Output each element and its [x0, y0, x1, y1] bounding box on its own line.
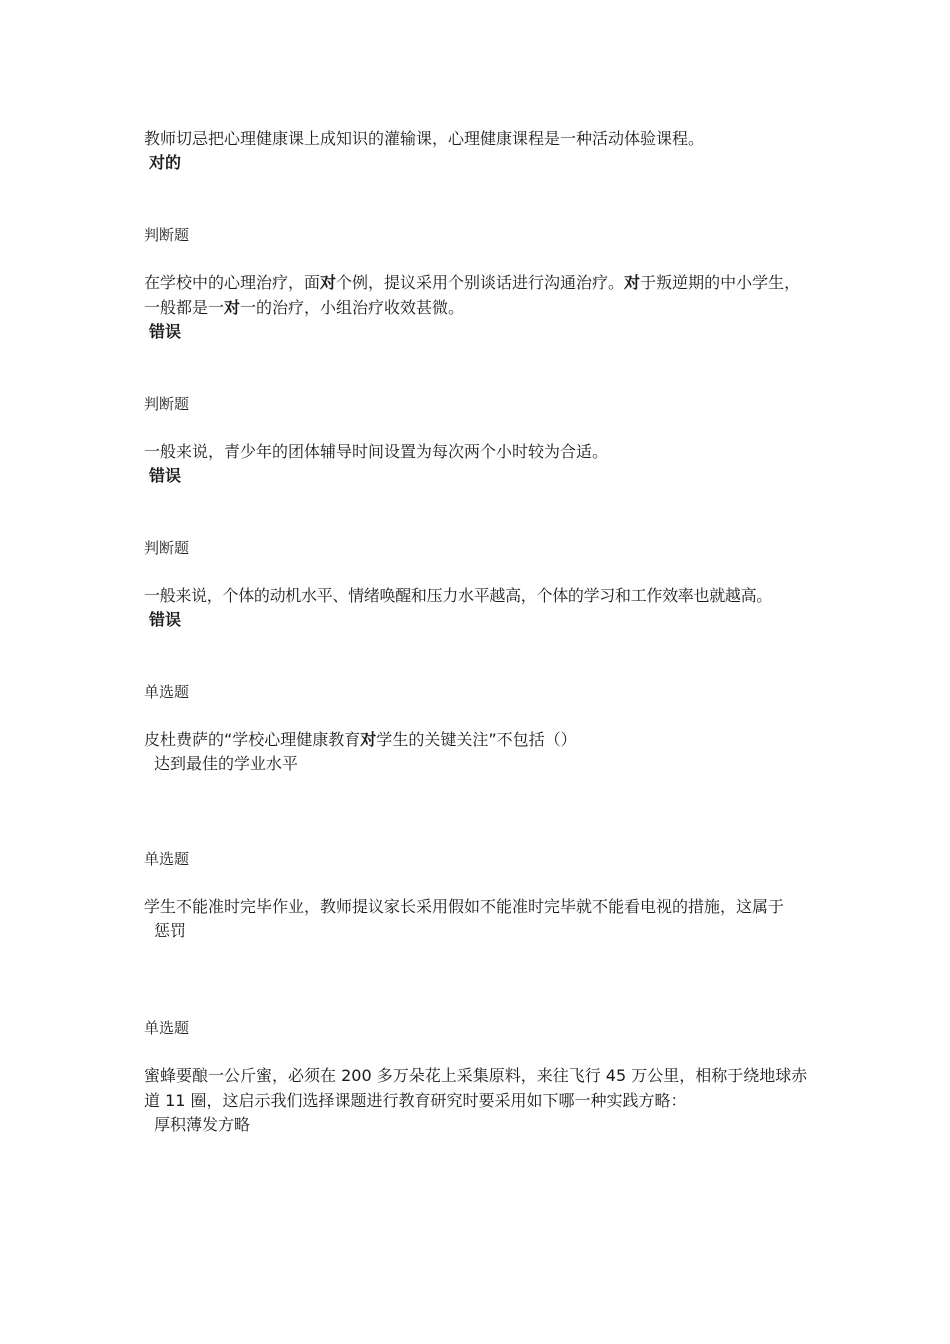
answer-text: 错误 [149, 466, 182, 485]
question-stem [144, 583, 812, 608]
stem-text: 教师切忌把心理健康课上成知识的灌输课，心理健康课程是一种活动体验课程。 [144, 129, 705, 148]
question-block [144, 224, 812, 344]
stem-bold-text: 对 [224, 298, 241, 317]
stem-text: 皮杜费萨的“学校心理健康教育 [144, 730, 361, 749]
stem-text: 在学校中的心理治疗，面 [144, 273, 321, 292]
stem-bold-text: 对 [320, 273, 337, 292]
stem-text: 一般来说，青少年的团体辅导时间设置为每次两个小时较为合适。 [144, 442, 609, 461]
question-block [144, 848, 812, 943]
question-block [144, 537, 812, 632]
stem-text: 于叛逆期的中小学生，一般都是一 [144, 273, 801, 317]
question-type: 判断题 [144, 395, 190, 413]
question-stem [144, 439, 812, 464]
stem-text: 学生的关键关注”不包括（） [376, 730, 577, 749]
answer-text: 对的 [149, 153, 182, 172]
question-stem [144, 270, 812, 320]
question-type: 单选题 [144, 850, 190, 868]
answer-text: 惩罚 [154, 921, 187, 940]
question-type: 判断题 [144, 539, 190, 557]
stem-bold-text: 对 [624, 273, 641, 292]
question-type: 单选题 [144, 1019, 190, 1037]
question-stem [144, 1063, 812, 1113]
question-block [144, 126, 812, 175]
stem-text: 学生不能准时完毕作业，教师提议家长采用假如不能准时完毕就不能看电视的措施，这属于 [144, 897, 785, 916]
stem-text: 个例，提议采用个别谈话进行沟通治疗。 [336, 273, 625, 292]
answer-text: 厚积薄发方略 [154, 1115, 251, 1134]
stem-text: 蜜蜂要酿一公斤蜜，必须在 200 多万朵花上采集原料，来往飞行 45 万公里，相称于绕地球赤道 11 圈，这启示我们选择课题进行教育研究时要采用如下哪一种实践方略： [144, 1066, 808, 1110]
stem-text: 一的治疗，小组治疗收效甚微。 [240, 298, 465, 317]
question-block [144, 1017, 812, 1137]
answer-text: 错误 [149, 610, 182, 629]
question-type: 单选题 [144, 683, 190, 701]
question-type: 判断题 [144, 226, 190, 244]
question-stem [144, 894, 812, 919]
question-block [144, 681, 812, 776]
stem-text: 一般来说，个体的动机水平、情绪唤醒和压力水平越高，个体的学习和工作效率也就越高。 [144, 586, 773, 605]
question-stem [144, 126, 812, 151]
stem-bold-text: 对 [360, 730, 377, 749]
question-block [144, 393, 812, 488]
question-stem [144, 727, 812, 752]
answer-text: 达到最佳的学业水平 [154, 754, 299, 773]
answer-text: 错误 [149, 322, 182, 341]
